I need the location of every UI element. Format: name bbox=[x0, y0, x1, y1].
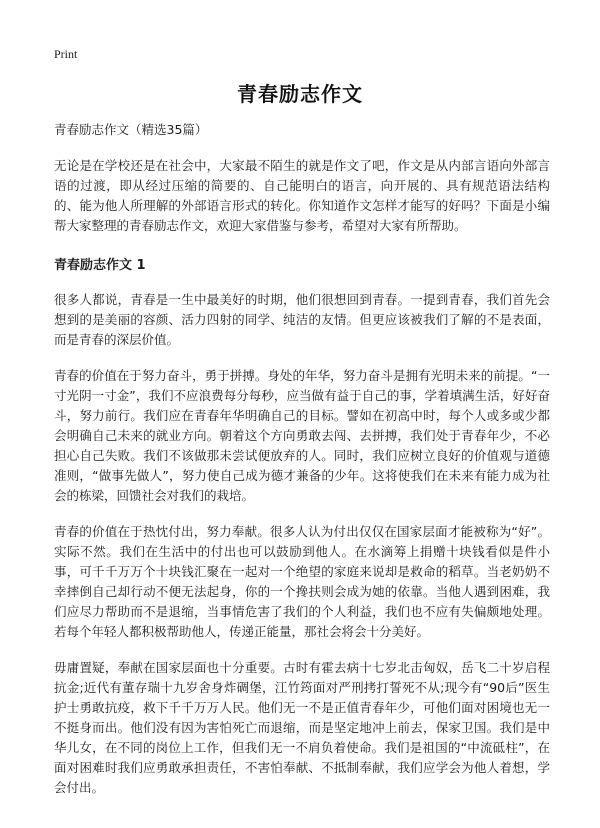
page-title: 青春励志作文 bbox=[237, 82, 363, 106]
article-body bbox=[54, 120, 550, 814]
print-link[interactable]: Print bbox=[54, 47, 78, 61]
body-paragraph-3: 青春的价值在于热忱付出，努力奉献。很多人认为付出仅仅在国家层面才能被称为“好”。实际不然。我们在生活中的付出也可以鼓励到他人。在水滴筹上捐赠十块钱看似是件小事，可千千万万个十块钱汇聚在一起对一个绝望的家庭来说却是救命的稻草。当老奶奶不幸摔倒自己却行动不便无法起身，你的一个搀扶则会成为她的依靠。当他人遇到困难，我们应尽力帮助而不是退缩，当事情危害了我们的个人利益，我们也不应有失偏颇地处理。若每个年轻人都积极帮助他人，传递正能量，那社会将会十分美好。 bbox=[54, 524, 550, 639]
section-heading: 青春励志作文 1 bbox=[54, 258, 146, 273]
body-paragraph-1: 很多人都说，青春是一生中最美好的时期，他们很想回到青春。一提到青春，我们首先会想到的是美丽的容颜、活力四射的同学、纯洁的友情。但更应该被我们了解的不是表面，而是青春的深层价值。 bbox=[54, 292, 550, 347]
body-paragraph-2: 青春的价值在于努力奋斗，勇于拼搏。身处的年华，努力奋斗是拥有光明未来的前提。“一寸光阴一寸金”，我们不应浪费每分每秒，应当做有益于自己的事，学着填满生活，好好奋斗，努力前行。我们应在青春年华明确自己的目标。譬如在初高中时，每个人或多或少都会明确自己未来的就业方向。朝着这个方向勇敢去闯、去拼搏，我们处于青春年少，不必担心自己失败。我们不该做那未尝试便放弃的人。同时，我们应树立良好的价值观与道德准则，“做事先做人”，努力使自己成为德才兼备的少年。这将使我们在未来有能力成为社会的栋梁，回馈社会对我们的栽培。 bbox=[54, 368, 550, 503]
body-paragraph-4: 毋庸置疑，奉献在国家层面也十分重要。古时有霍去病十七岁北击匈奴，岳飞二十岁启程抗金;近代有董存瑞十九岁舍身炸碉堡，江竹筠面对严刑拷打誓死不从;现今有“90后”医生护士勇敢抗疫，救下千千万万人民。他们无一不是正值青春年少，可他们面对困境也无一不挺身而出。他们没有因为害怕死亡而退缩，而是坚定地冲上前去，保家卫国。我们是中华儿女，在不同的岗位上工作，但我们无一不肩负着使命。我们是祖国的“中流砥柱”，在面对困难时我们应勇敢承担责任，不害怕奉献、不抵制奉献，我们应学会为他人着想，学会付出。 bbox=[54, 660, 550, 795]
article-subtitle: 青春励志作文（精选35篇） bbox=[54, 122, 208, 137]
intro-paragraph: 无论是在学校还是在社会中，大家最不陌生的就是作文了吧，作文是从内部言语向外部言语的过渡，即从经过压缩的简要的、自己能明白的语言，向开展的、具有规范语法结构的、能为他人所理解的外部语言形式的转化。你知道作文怎样才能写的好吗？下面是小编帮大家整理的青春励志作文，欢迎大家借鉴与参考，希望对大家有所帮助。 bbox=[54, 158, 550, 233]
